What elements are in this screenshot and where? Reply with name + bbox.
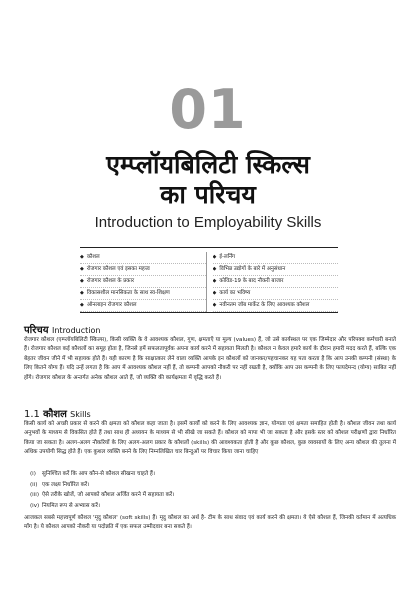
- intro-heading: [24, 322, 100, 336]
- soft-skills-paragraph: आजकल सबसे महत्त्वपूर्ण कौशल 'मृदु कौशल' (soft skills) हैं। मृदु कौशल का अर्थ है- टीम के साथ संवाद एवं कार्य करने की क्षमता। ये ऐसे कौशल हैं, जिनकी वर्तमान में अत्यधिक माँग है। ये कौशल आपको नौकरी या पदोन्नति में एक सफल उम्मीदवार बना सकते हैं।: [24, 515, 396, 531]
- contents-item: ◆ रोजगार कौशल के प्रकार: [80, 276, 206, 288]
- contents-left-column: [80, 252, 206, 312]
- contents-right-column: [206, 252, 339, 312]
- section-heading-hindi: कौशल: [43, 409, 67, 420]
- section-heading-english: Skills: [70, 410, 91, 419]
- list-item: (iii) ऐसे तरीके खोजें, जो आपको कौशल अर्जित करने में सहायता करें।: [30, 492, 175, 498]
- intro-paragraph: रोजगार कौशल (एम्प्लॉयबिलिटी स्किल्स), किसी व्यक्ति के वे आवश्यक कौशल, गुण, क्षमताएँ या मूल्य (values) हैं, जो उसे कार्यस्थल पर एक जिम्मेदार और परिपक्व कर्मचारी बनाते हैं। रोजगार कौशल कई कौशलों का समूह होता है, जिनसे हमें सफलतापूर्वक अपना कार्य करने में सहायता मिलती है। कौशल न केवल हमारे कार्य के दौरान हमारी मदद करते हैं, बल्कि एक बेहतर जीवन जीने में भी सहायक होते हैं। यही कारण है कि साक्षात्कार लेने वाला व्यक्ति आपके इन कौशलों को जानकर/पहचानकर यह पता करता है कि आप उनकी कम्पनी (संस्था) के लिए कितने योग्य हैं। यदि उन्हें लगता है कि आप में आवश्यक कौशल नहीं हैं, तो कम्पनी आपको नौकरी पर नहीं रखती है, क्योंकि आप उस कम्पनी के लिए फायदेमन्द (योग्य) साबित नहीं होंगे। रोजगार कौशल के अन्तर्गत अनेक कौशल आते हैं, जो व्यक्ति की कार्यक्षमता में वृद्धि करते हैं।: [24, 337, 396, 381]
- contents-item: ◆ ऑनलाइन रोजगार कौशल: [80, 300, 206, 312]
- contents-item: ◆ कोविड-19 के बाद नौकरी बाजार: [213, 276, 339, 288]
- list-item: (iv) नियमित रूप से अभ्यास करें।: [30, 502, 100, 509]
- contents-item: ◆ रोजगार कौशल एवं इसका महत्त्व: [80, 264, 206, 276]
- skill-points-list: [30, 469, 390, 511]
- list-item: (ii) एक लक्ष्य निर्धारित करें।: [30, 481, 90, 488]
- intro-heading-hindi: परिचय: [24, 325, 49, 336]
- skills-paragraph: किसी कार्य को अच्छी प्रकार से करने की क्षमता को कौशल कहा जाता है। इसमें कार्यों को करने के लिए आवश्यक ज्ञान, योग्यता एवं क्षमता समाहित होती है। कौशल जीवन तथा कार्य अनुभवों के माध्यम से विकसित होते हैं तथा साथ ही अध्ययन के माध्यम से भी सीखे जा सकते हैं। कौशल को मापा भी जा सकता है और इसके स्तर को कौशल परीक्षणों द्वारा निर्धारित किया जा सकता है। अलग-अलग नौकरियों के लिए अलग-अलग प्रकार के कौशलों (skills) की आवश्यकता होती है और कुछ कौशल, कुछ व्यवसायों के लिए अन्य कौशल की तुलना में अधिक उपयोगी सिद्ध होते हैं। एक कुशल व्यक्ति बनने के लिए निम्नलिखित चार बिन्दुओं पर विचार किया जाना चाहिए: [24, 421, 396, 456]
- chapter-title-english: Introduction to Employability Skills: [94, 214, 322, 231]
- contents-item: ◆ ई-लर्निंग: [213, 252, 339, 264]
- chapter-number: 01: [169, 78, 247, 141]
- chapter-title-hindi-line2: का परिचय: [160, 180, 256, 209]
- chapter-contents-box: [80, 247, 338, 313]
- contents-item: ◆ कौशल: [80, 252, 206, 264]
- intro-heading-english: Introduction: [52, 326, 101, 335]
- contents-item: ◆ कार्य का भविष्य: [213, 288, 339, 300]
- section-heading: [24, 406, 91, 420]
- chapter-title-hindi: [0, 150, 416, 210]
- contents-item: ◆ विकासशील मानसिकता के साथ स्व-शिक्षण: [80, 288, 206, 300]
- section-number: 1.1: [24, 409, 40, 420]
- contents-item: ◆ विभिन्न उद्योगों के बारे में अनुसंधान: [213, 264, 339, 276]
- list-item: (i) सुनिश्चित करें कि आप कौन-से कौशल सीखना चाहते हैं।: [30, 471, 155, 477]
- contents-item: ◆ नवीनतम जॉब मार्केट के लिए आवश्यक कौशल: [213, 300, 339, 312]
- chapter-title-hindi-line1: एम्प्लॉयबिलिटी स्किल्स: [106, 150, 310, 179]
